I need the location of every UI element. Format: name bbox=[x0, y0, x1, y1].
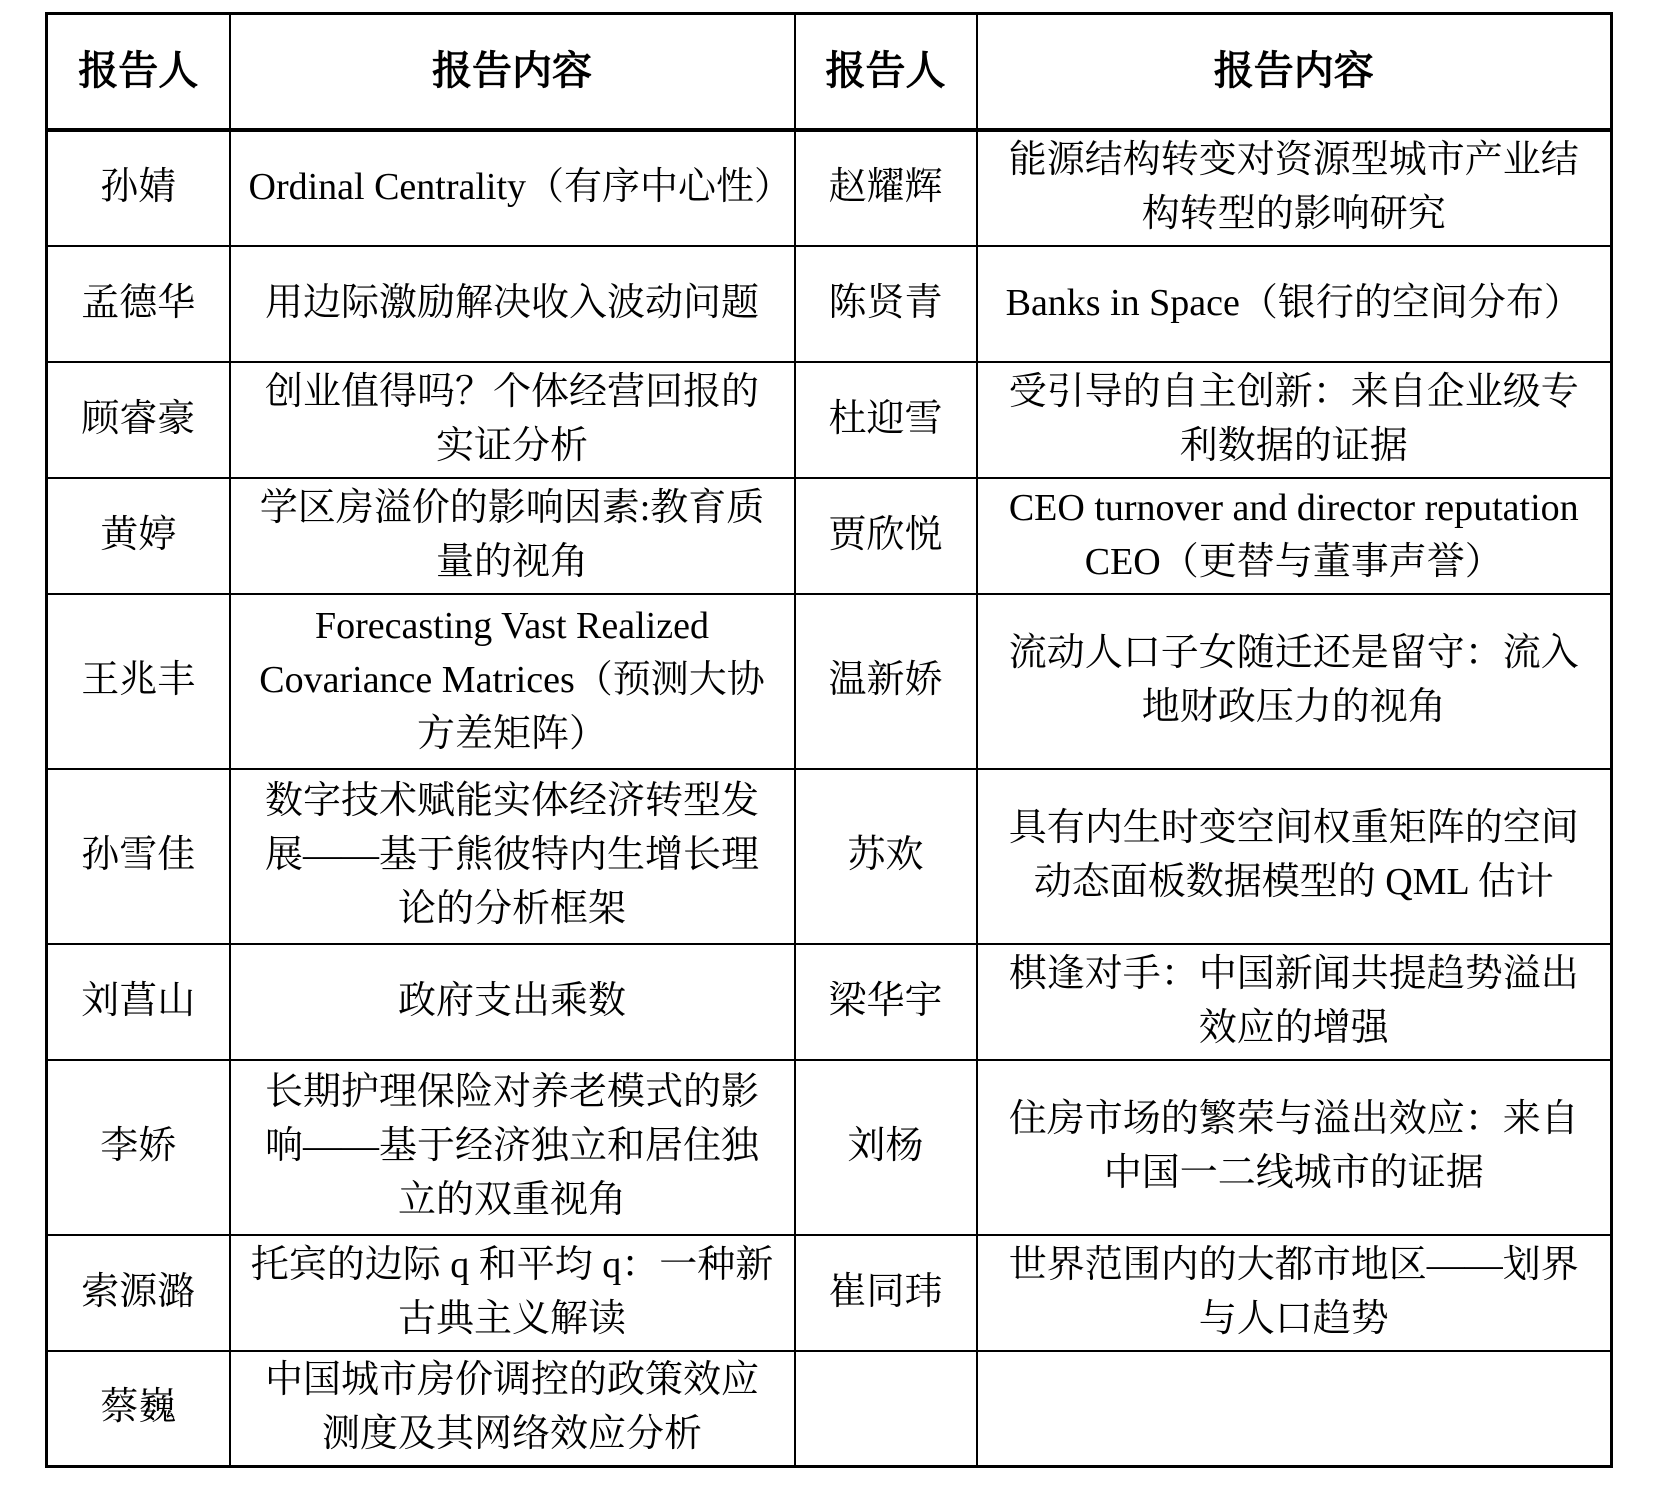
column-header-content-left: 报告内容 bbox=[230, 14, 795, 130]
report-content-cell: CEO turnover and director reputation CEO（更替与董事声誉） bbox=[977, 478, 1612, 594]
table-row bbox=[47, 1351, 1612, 1467]
report-content-cell: 用边际激励解决收入波动问题 bbox=[230, 246, 795, 362]
table-row bbox=[47, 246, 1612, 362]
table-row bbox=[47, 478, 1612, 594]
reporter-name-cell: 孙婧 bbox=[47, 130, 230, 246]
report-content-cell: Ordinal Centrality（有序中心性） bbox=[230, 130, 795, 246]
column-header-reporter-left: 报告人 bbox=[47, 14, 230, 130]
report-content-cell: 能源结构转变对资源型城市产业结构转型的影响研究 bbox=[977, 130, 1612, 246]
report-content-cell: 受引导的自主创新：来自企业级专利数据的证据 bbox=[977, 362, 1612, 478]
table-row bbox=[47, 1060, 1612, 1235]
report-schedule-table bbox=[45, 12, 1613, 1468]
reporter-name-cell: 梁华宇 bbox=[795, 944, 977, 1060]
report-content-cell: 具有内生时变空间权重矩阵的空间动态面板数据模型的 QML 估计 bbox=[977, 769, 1612, 944]
report-content-cell bbox=[977, 1351, 1612, 1467]
report-content-cell: 学区房溢价的影响因素:教育质量的视角 bbox=[230, 478, 795, 594]
table-row bbox=[47, 769, 1612, 944]
reporter-name-cell: 蔡巍 bbox=[47, 1351, 230, 1467]
report-content-cell: 创业值得吗？个体经营回报的实证分析 bbox=[230, 362, 795, 478]
reporter-name-cell: 苏欢 bbox=[795, 769, 977, 944]
table-row bbox=[47, 130, 1612, 246]
report-content-cell: 中国城市房价调控的政策效应测度及其网络效应分析 bbox=[230, 1351, 795, 1467]
report-content-cell: 棋逢对手：中国新闻共提趋势溢出效应的增强 bbox=[977, 944, 1612, 1060]
reporter-name-cell: 顾睿豪 bbox=[47, 362, 230, 478]
reporter-name-cell: 刘杨 bbox=[795, 1060, 977, 1235]
reporter-name-cell: 李娇 bbox=[47, 1060, 230, 1235]
reporter-name-cell: 杜迎雪 bbox=[795, 362, 977, 478]
report-content-cell: 世界范围内的大都市地区——划界与人口趋势 bbox=[977, 1235, 1612, 1351]
table-row bbox=[47, 362, 1612, 478]
reporter-name-cell: 索源潞 bbox=[47, 1235, 230, 1351]
report-content-cell: 流动人口子女随迁还是留守：流入地财政压力的视角 bbox=[977, 594, 1612, 769]
report-content-cell: Forecasting Vast Realized Covariance Matrices（预测大协方差矩阵） bbox=[230, 594, 795, 769]
table-row bbox=[47, 944, 1612, 1060]
column-header-reporter-right: 报告人 bbox=[795, 14, 977, 130]
reporter-name-cell: 孙雪佳 bbox=[47, 769, 230, 944]
table-row bbox=[47, 594, 1612, 769]
reporter-name-cell: 赵耀辉 bbox=[795, 130, 977, 246]
report-content-cell: 长期护理保险对养老模式的影响——基于经济独立和居住独立的双重视角 bbox=[230, 1060, 795, 1235]
report-content-cell: 住房市场的繁荣与溢出效应：来自中国一二线城市的证据 bbox=[977, 1060, 1612, 1235]
column-header-content-right: 报告内容 bbox=[977, 14, 1612, 130]
report-content-cell: 数字技术赋能实体经济转型发展——基于熊彼特内生增长理论的分析框架 bbox=[230, 769, 795, 944]
reporter-name-cell: 温新娇 bbox=[795, 594, 977, 769]
reporter-name-cell: 崔同玮 bbox=[795, 1235, 977, 1351]
reporter-name-cell: 陈贤青 bbox=[795, 246, 977, 362]
reporter-name-cell: 刘菖山 bbox=[47, 944, 230, 1060]
reporter-name-cell: 黄婷 bbox=[47, 478, 230, 594]
reporter-name-cell: 孟德华 bbox=[47, 246, 230, 362]
table-row bbox=[47, 1235, 1612, 1351]
reporter-name-cell bbox=[795, 1351, 977, 1467]
report-content-cell: Banks in Space（银行的空间分布） bbox=[977, 246, 1612, 362]
table-header-row bbox=[47, 14, 1612, 130]
reporter-name-cell: 王兆丰 bbox=[47, 594, 230, 769]
report-content-cell: 托宾的边际 q 和平均 q：一种新古典主义解读 bbox=[230, 1235, 795, 1351]
report-content-cell: 政府支出乘数 bbox=[230, 944, 795, 1060]
reporter-name-cell: 贾欣悦 bbox=[795, 478, 977, 594]
